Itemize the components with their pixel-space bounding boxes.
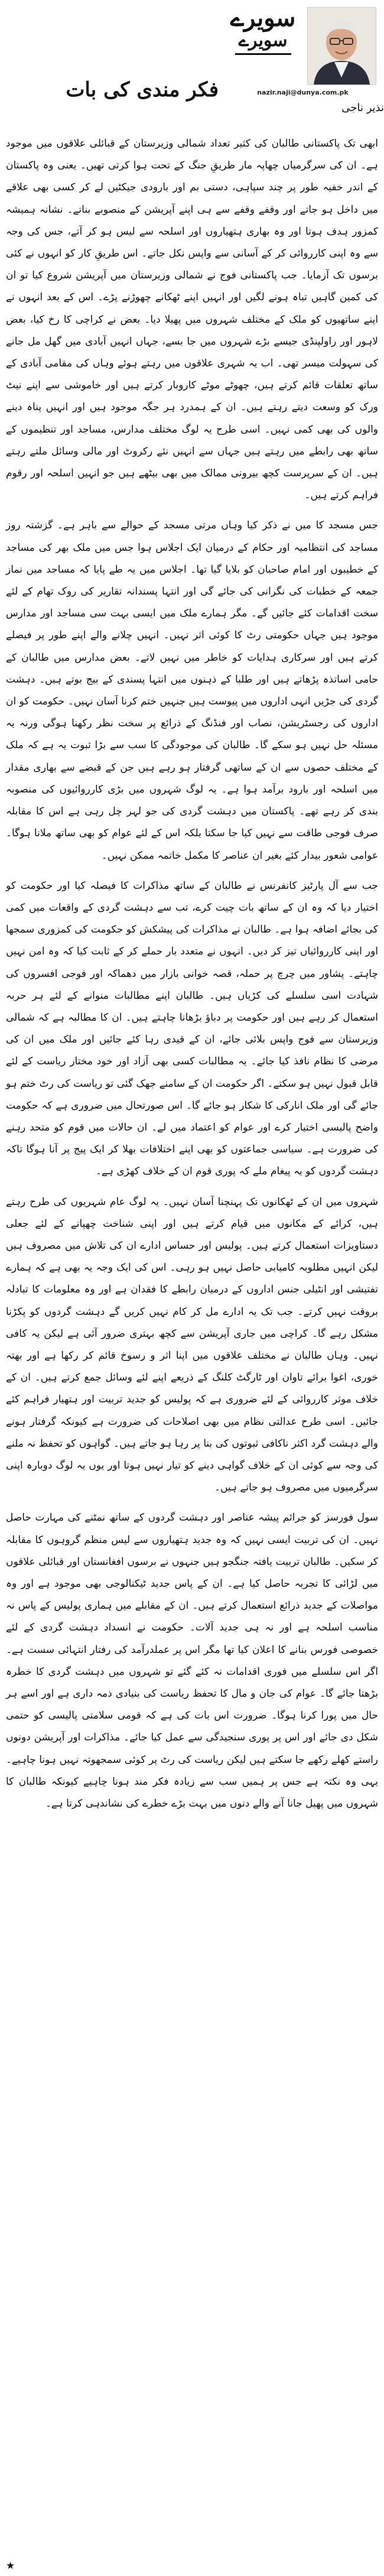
- columnist-email: nazir.naji@dunya.com.pk: [257, 89, 349, 96]
- article-paragraph: ابھی تک پاکستانی طالبان کی کثیر تعداد شمالی وزیرستان کے قبائلی علاقوں میں موجود ہے۔ ان کی سرگرمیاں چھاپہ مار طریقِ جنگ کے تحت ہوا کرتی تھیں۔ یعنی وہ پاکستان کے اندر خفیہ طور پر چند سپاہی، دستی بم اور بارودی جیکٹیں لے کر کسی بھی علاقے میں داخل ہو جاتے اور وقفے وقفے سے ہی اپنے آپریشن کے منصوبے بناتے۔ نشانہ ہمیشہ کمزور ہدف ہوتا اور وہ بھاری ہتھیاروں اور اسلحہ سے لیس ہو کر آتے، جس کی وجہ سے وہ اپنی کارروائی کر کے آسانی سے واپس نکل جاتے۔ اس طریقِ کار کو انہوں نے کئی برسوں تک آزمایا۔ جب پاکستانی فوج نے شمالی وزیرستان میں آپریشن شروع کیا تو ان کی کمین گاہیں تباہ ہونے لگیں اور انہیں اپنے ٹھکانے چھوڑنے پڑے۔ اس کے بعد انہوں نے اپنے ساتھیوں کو ملک کے مختلف شہروں میں پھیلا دیا۔ بعض نے کراچی کا رخ کیا، بعض لاہور اور راولپنڈی جیسے بڑے شہروں میں جا بسے، جہاں انہیں آبادی میں گھل مل جانے کی سہولت میسر تھی۔ اب یہ شہری علاقوں میں رہتے ہوئے وہاں کی مقامی آبادی کے ساتھ تعلقات قائم کرتے ہیں، چھوٹے موٹے کاروبار کرتے ہیں اور خاموشی سے اپنے نیٹ ورک کو وسعت دیتے رہتے ہیں۔ ان کے ہمدرد ہر جگہ موجود ہیں اور انہیں پناہ دینے والوں کی بھی کمی نہیں۔ اسی طرح یہ لوگ مختلف مدارس، مساجد اور تنظیموں کے ساتھ بھی رابطے میں رہتے ہیں جہاں سے انہیں نئے رکروٹ اور مالی وسائل ملتے رہتے ہیں۔ ان کے سرپرست کچھ بیرونی ممالک میں بھی بیٹھے ہیں جو انہیں اسلحہ اور رقوم فراہم کرتے ہیں۔: [6, 138, 378, 502]
- columnist-photo: [307, 7, 376, 85]
- columnist-name: نذیر ناجی: [341, 102, 384, 114]
- brand-underline: [235, 53, 291, 55]
- article-paragraph: جب سے آل پارٹیز کانفرنس نے طالبان کے ساتھ مذاکرات کا فیصلہ کیا اور حکومت کو اختیار دیا کہ وہ ان کے ساتھ بات چیت کرے، تب سے دہشت گردی کے واقعات میں کمی کی بجائے اضافہ ہوا ہے۔ طالبان نے مذاکرات کی پیشکش کو حکومت کی کمزوری سمجھا اور اپنی کارروائیاں تیز کر دیں۔ انہوں نے متعدد بار حملے کر کے ثابت کیا کہ وہ امن نہیں چاہتے۔ پشاور میں چرچ پر حملہ، قصہ خوانی بازار میں دھماکہ اور فوجی افسروں کی شہادت اسی سلسلے کی کڑیاں ہیں۔ طالبان اپنے مطالبات منوانے کے لئے ہر حربہ استعمال کر رہے ہیں اور حکومت پر دباؤ بڑھانا چاہتے ہیں۔ ان کا مطالبہ ہے کہ شمالی وزیرستان سے فوج واپس بلائی جائے، ان کے قیدی رہا کئے جائیں اور ملک میں ان کی مرضی کا نظام نافذ کیا جائے۔ یہ مطالبات کسی بھی آزاد اور خود مختار ریاست کے لئے قابل قبول نہیں ہو سکتے۔ اگر حکومت ان کے سامنے جھک گئی تو ریاست کی رٹ ختم ہو جائے گی اور ملک انارکی کا شکار ہو جائے گا۔ اس صورتحال میں ضروری ہے کہ حکومت واضح پالیسی اختیار کرے اور عوام کو اعتماد میں لے۔ ان حالات میں قوم کو متحد رہنے کی ضرورت ہے۔ سیاسی جماعتوں کو بھی اپنے اختلافات بھلا کر ایک پیج پر آنا ہوگا تاکہ دہشت گردوں کو یہ پیغام ملے کہ پوری قوم ان کے خلاف کھڑی ہے۔: [6, 879, 378, 1178]
- article-end-mark: ★: [6, 2560, 15, 2572]
- article-paragraph: جس مسجد کا میں نے ذکر کیا وہاں مرتی مسجد کے حوالے سے باہر ہے۔ گزشتہ روز مساجد کی انتظامیہ اور حکام کے درمیان ایک اجلاس ہوا جس میں ملک بھر کی مساجد کے خطیبوں اور امام صاحبان کو بلایا گیا تھا۔ اجلاس میں یہ طے پایا کہ مساجد میں نماز جمعہ کے خطبات کی نگرانی کی جائے گی اور انتہا پسندانہ تقاریر کی روک تھام کے لئے سخت اقدامات کئے جائیں گے۔ مگر ہمارے ملک میں ایسی بہت سی مساجد اور مدارس موجود ہیں جہاں حکومتی رٹ کا کوئی اثر نہیں۔ انہیں چلانے والے اپنے طور پر فیصلے کرتے ہیں اور سرکاری ہدایات کو خاطر میں نہیں لاتے۔ بعض مدارس میں طالبان کے حامی اساتذہ پڑھاتے ہیں اور طلبا کے ذہنوں میں انتہا پسندی کے بیج بوتے ہیں۔ دہشت گردی کی جڑیں انہی اداروں میں پیوست ہیں جنہیں ختم کرنا آسان نہیں۔ حکومت کو ان اداروں کی رجسٹریشن، نصاب اور فنڈنگ کے ذرائع پر سخت نظر رکھنا ہوگی ورنہ یہ مسئلہ حل نہیں ہو سکے گا۔ طالبان کی موجودگی کا سب سے بڑا ثبوت یہ ہے کہ ملک کے مختلف حصوں سے ان کے ساتھی گرفتار ہو رہے ہیں جن کے قبضے سے بھاری مقدار میں اسلحہ اور بارود برآمد ہوا ہے۔ یہ لوگ شہروں میں بڑی کارروائیوں کی منصوبہ بندی کر رہے تھے۔ پاکستان میں دہشت گردی کی جو لہر چل رہی ہے اس کا مقابلہ صرف فوجی طاقت سے نہیں کیا جا سکتا بلکہ اس کے لئے عوام کو بھی ساتھ ملانا ہوگا۔ عوامی شعور بیدار کئے بغیر ان عناصر کا مکمل خاتمہ ممکن نہیں۔: [6, 519, 378, 862]
- brand-line-1: سویرے: [230, 4, 296, 32]
- column-brand-logo: [224, 6, 301, 51]
- article-paragraph: شہروں میں ان کے ٹھکانوں تک پہنچنا آسان نہیں۔ یہ لوگ عام شہریوں کی طرح رہتے ہیں، کرائے کے مکانوں میں قیام کرتے ہیں اور اپنی شناخت چھپانے کے لئے جعلی دستاویزات استعمال کرتے ہیں۔ پولیس اور حساس ادارے ان کی تلاش میں مصروف ہیں لیکن انہیں مطلوبہ کامیابی حاصل نہیں ہو رہی۔ اس کی ایک وجہ یہ بھی ہے کہ ہمارے تفتیشی اور انٹیلی جنس اداروں کے درمیان رابطے کا فقدان ہے اور وہ معلومات کا تبادلہ بروقت نہیں کرتے۔ جب تک یہ ادارے مل کر کام نہیں کریں گے دہشت گردوں کو پکڑنا مشکل رہے گا۔ کراچی میں جاری آپریشن سے کچھ بہتری ضرور آئی ہے لیکن یہ کافی نہیں۔ وہاں طالبان نے مختلف علاقوں میں اپنا اثر و رسوخ قائم کر رکھا ہے اور بھتہ خوری، اغوا برائے تاوان اور ٹارگٹ کلنگ کے ذریعے اپنے لئے وسائل جمع کرتے ہیں۔ ان کے خلاف موثر کارروائی کے لئے ضروری ہے کہ پولیس کو جدید تربیت اور ہتھیار فراہم کئے جائیں۔ اسی طرح عدالتی نظام میں بھی اصلاحات کی ضرورت ہے کیونکہ گرفتار ہونے والے دہشت گرد اکثر ناکافی ثبوتوں کی بنا پر رہا ہو جاتے ہیں۔ گواہوں کو تحفظ نہ ملنے کی وجہ سے کوئی ان کے خلاف گواہی دینے کو تیار نہیں ہوتا اور یوں یہ لوگ دوبارہ اپنی سرگرمیوں میں مصروف ہو جاتے ہیں۔: [6, 1196, 378, 1494]
- column-masthead: [224, 0, 384, 127]
- article-paragraph: سول فورسز کو جرائم پیشہ عناصر اور دہشت گردوں کے ساتھ نمٹنے کی مہارت حاصل نہیں۔ ان کی تربیت ایسی نہیں کہ وہ جدید ہتھیاروں سے لیس منظم گروہوں کا مقابلہ کر سکیں۔ طالبان تربیت یافتہ جنگجو ہیں جنہوں نے برسوں افغانستان اور قبائلی علاقوں میں لڑائی کا تجربہ حاصل کیا ہے۔ ان کے پاس جدید ٹیکنالوجی بھی موجود ہے اور وہ مواصلات کے جدید ذرائع استعمال کرتے ہیں۔ ان کے مقابلے میں ہماری پولیس کے پاس نہ مناسب اسلحہ ہے اور نہ ہی جدید آلات۔ حکومت نے انسداد دہشت گردی کے لئے خصوصی فورس بنانے کا اعلان کیا تھا مگر اس پر عملدرآمد کی رفتار انتہائی سست ہے۔ اگر اس سلسلے میں فوری اقدامات نہ کئے گئے تو شہروں میں دہشت گردی کا خطرہ بڑھتا جائے گا۔ عوام کی جان و مال کا تحفظ ریاست کی بنیادی ذمہ داری ہے اور اسے ہر حال میں پورا کرنا ہوگا۔ ضرورت اس بات کی ہے کہ قومی سلامتی پالیسی کو حتمی شکل دی جائے اور اس پر پوری سنجیدگی سے عمل کیا جائے۔ مذاکرات اور آپریشن دونوں راستے کھلے رکھے جا سکتے ہیں لیکن ریاست کی رٹ پر کوئی سمجھوتہ نہیں ہونا چاہیے۔ یہی وہ نکتہ ہے جس پر ہمیں سب سے زیادہ فکر مند ہونا چاہیے کیونکہ طالبان کا شہروں میں پھیل جانا آنے والے دنوں میں بہت بڑے خطرے کی نشاندہی کرتا ہے۔: [6, 1512, 378, 1810]
- article-body: [6, 133, 378, 1823]
- brand-line-2: سویرے: [238, 30, 288, 51]
- column-title: فکر مندی کی بات: [66, 78, 219, 102]
- columnist-portrait-icon: [308, 8, 376, 85]
